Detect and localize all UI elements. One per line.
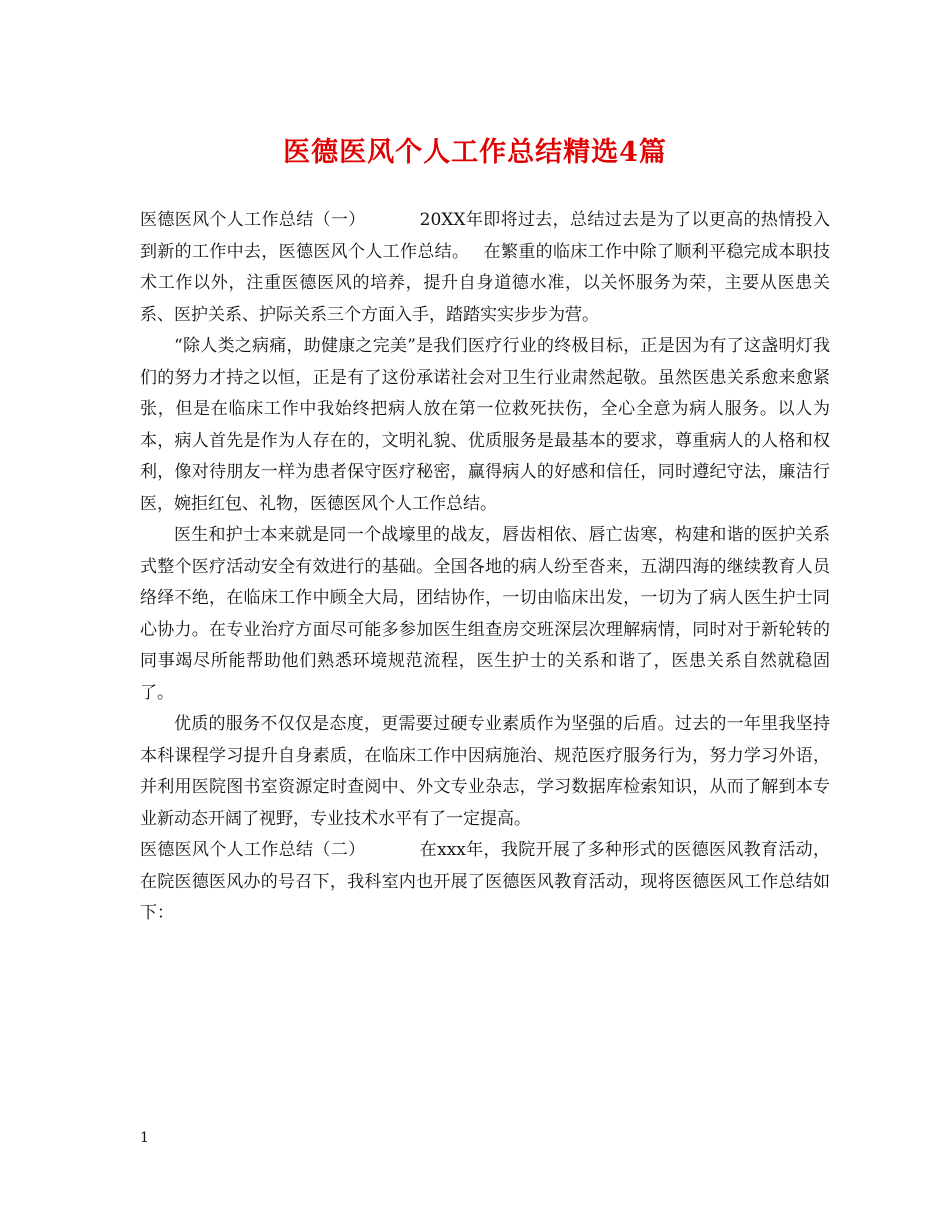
paragraph-4: 优质的服务不仅仅是态度，更需要过硬专业素质作为坚强的后盾。过去的一年里我坚持本科课程学习提升自身素质，在临床工作中因病施治、规范医疗服务行为，努力学习外语，并利用医院图书室资源定时查阅中、外文专业杂志，学习数据库检索知识，从而了解到本专业新动态开阔了视野，专业技术水平有了一定提高。 [140,714,830,829]
page-number: 1 [140,1130,149,1146]
document-body [140,205,830,930]
paragraph-1 [140,205,830,331]
paragraph-2: “除人类之病痛，助健康之完美”是我们医疗行业的终极目标，正是因为有了这盏明灯我们的努力才持之以恒，正是有了这份承诺社会对卫生行业肃然起敬。虽然医患关系愈来愈紧张，但是在临床工作中我始终把病人放在第一位救死扶伤，全心全意为病人服务。以人为本，病人首先是作为人存在的，文明礼貌、优质服务是最基本的要求，尊重病人的人格和权利，像对待朋友一样为患者保守医疗秘密，赢得病人的好感和信任，同时遵纪守法，廉洁行医，婉拒红包、礼物，医德医风个人工作总结。 [140,336,830,514]
paragraph-5 [140,835,830,930]
paragraph-text: 20XX年即将过去，总结过去是为了以更高的热情投入到新的工作中去，医德医风个人工作总结。 [140,210,831,262]
paragraph-3: 医生和护士本来就是同一个战壕里的战友，唇齿相依、唇亡齿寒，构建和谐的医护关系式整个医疗活动安全有效进行的基础。全国各地的病人纷至沓来，五湖四海的继续教育人员络绎不绝，在临床工作中顾全大局，团结协作，一切由临床出发，一切为了病人医生护士同心协力。在专业治疗方面尽可能多参加医生组查房交班深层次理解病情，同时对于新轮转的同事竭尽所能帮助他们熟悉环境规范流程，医生护士的关系和谐了，医患关系自然就稳固了。 [140,525,830,703]
section-heading-2: 医德医风个人工作总结（二） [140,840,366,860]
paragraph-text: 在xxx年，我院开展了多种形式的医德医风教育活动，在院医德医风办的号召下，我科室内也开展了医德医风教育活动，现将医德医风工作总结如下： [140,840,830,923]
document-title: 医德医风个人工作总结精选4篇 [283,137,667,168]
paragraph-text: 在繁重的临床工作中除了顺利平稳完成本职技术工作以外，注重医德医风的培养，提升自身道德水准，以关怀服务为荣，主要从医患关系、医护关系、护际关系三个方面入手，踏踏实实步步为营。 [140,241,831,325]
section-heading-1: 医德医风个人工作总结（一） [140,210,366,230]
